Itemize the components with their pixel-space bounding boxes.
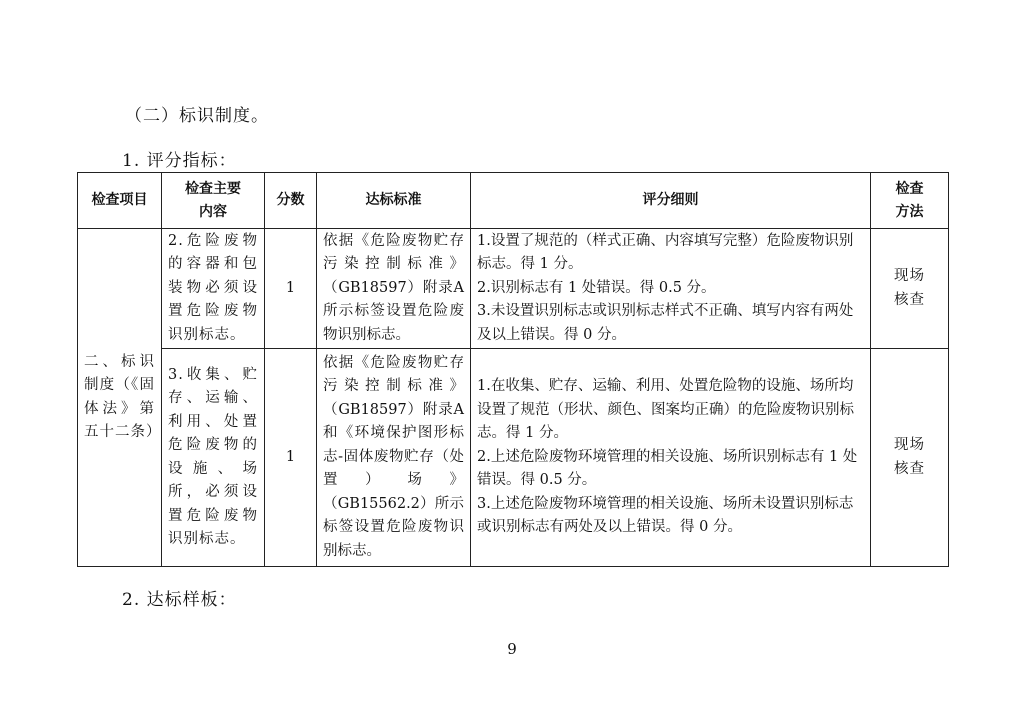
header-method-line1: 检查 [895,180,924,197]
inspection-content: 3.收集、贮存、运输、利用、处置危险废物的设施、场所，必须设置危险废物识别标志。 [162,349,265,567]
header-score: 分数 [265,173,317,229]
score: 1 [265,229,317,349]
detail-line: 2.识别标志有 1 处错误。得 0.5 分。 [477,279,716,296]
score: 1 [265,349,317,567]
header-item: 检查项目 [78,173,162,229]
detail-line: 1.在收集、贮存、运输、利用、处置危险物的设施、场所均设置了规范（形状、颜色、图案均正确）的危险废物识别标志。得 1 分。 [477,378,854,442]
detail-line: 1.设置了规范的（样式正确、内容填写完整）危险废物识别标志。得 1 分。 [477,232,854,273]
detail-line: 2.上述危险废物环境管理的相关设施、场所识别标志有 1 处错误。得 0.5 分。 [477,448,858,489]
header-content-line1: 检查主要 [185,180,241,197]
scoring-details [471,229,871,349]
inspection-method [871,349,949,567]
method-line1: 现场 [894,268,925,284]
header-content-line2: 内容 [199,203,227,220]
table-row [78,229,949,349]
scoring-heading: 1. 评分指标： [122,151,237,171]
compliance-standard: 依据《危险废物贮存污染控制标准》（GB18597）附录A和《环境保护图形标志-固体废物贮存（处置）场》（GB15562.2）所示标签设置危险废物识别标志。 [317,349,471,567]
method-line2: 核查 [894,460,925,477]
inspection-content: 2.危险废物的容器和包装物必须设置危险废物识别标志。 [162,229,265,349]
section-heading: （二）标识制度。 [125,106,269,126]
compliance-standard: 依据《危险废物贮存污染控制标准》（GB18597）附录A所示标签设置危险废物识别标志。 [317,229,471,349]
scoring-details [471,349,871,567]
method-line1: 现场 [894,437,925,453]
header-content [162,173,265,229]
inspection-item: 二、标识制度（《固体法》第五十二条） [78,229,162,567]
detail-line: 3.未设置识别标志或识别标志样式不正确、填写内容有两处及以上错误。得 0 分。 [477,303,854,343]
scoring-table [77,172,949,567]
header-method [871,173,949,229]
detail-line: 3.上述危险废物环境管理的相关设施、场所未设置识别标志或识别标志有两处及以上错误。得 0 分。 [477,495,854,536]
page-number: 9 [507,640,517,658]
table-row [78,349,949,567]
table-header [78,173,949,229]
header-detail: 评分细则 [471,173,871,229]
inspection-method [871,229,949,349]
header-method-line2: 方法 [895,203,924,220]
header-standard: 达标标准 [317,173,471,229]
method-line2: 核查 [894,291,925,308]
template-heading: 2. 达标样板： [122,590,237,610]
header-row [78,173,949,229]
